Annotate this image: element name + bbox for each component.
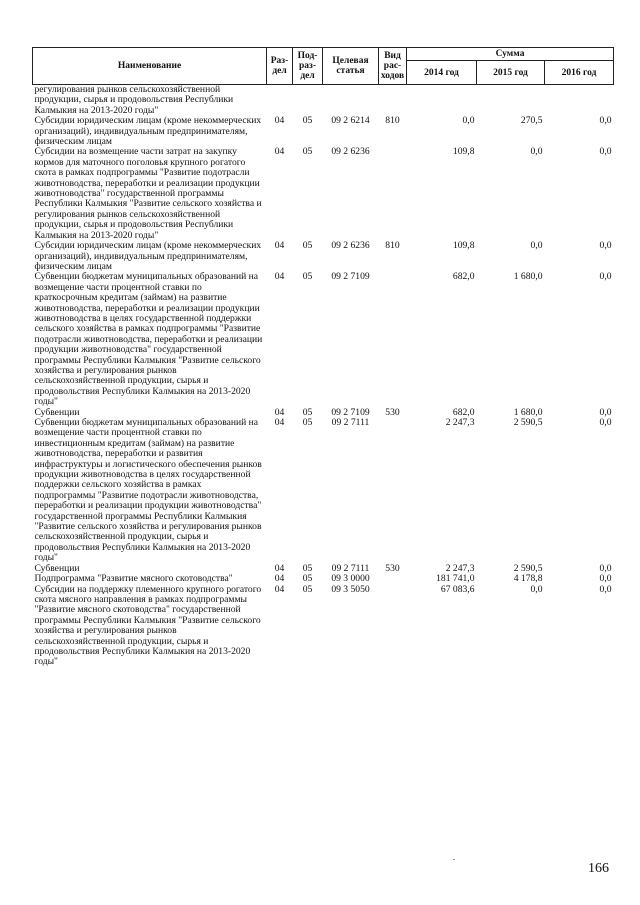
row-sum-2016: 0,0 — [599, 406, 612, 418]
row-podrazdel: 05 — [302, 562, 313, 574]
row-razdel: 04 — [274, 146, 285, 158]
row-sum-2015: 2 590,5 — [513, 562, 543, 574]
row-name: Субсидии юридическим лицам (кроме некоммерческих организаций), индивидуальным предпринимателям, физическим лицам — [34, 240, 262, 272]
row-razdel — [267, 85, 293, 117]
row-sum-2015: 1 680,0 — [513, 406, 543, 418]
header-2014: 2014 год — [407, 61, 477, 85]
row-target: 09 2 7109 — [331, 406, 370, 418]
row-name: Подпрограмма "Развитие мясного скотоводства" — [34, 573, 233, 585]
row-sum-2015: 0,0 — [530, 240, 543, 252]
row-vid: 810 — [385, 240, 400, 252]
table-row — [33, 585, 614, 668]
row-name: Субвенции бюджетам муниципальных образований на возмещение части процентной ставки по краткосрочным кредитам (займам) на развитие животноводства, переработки и реализации продукции животноводства в целях государственной поддержки сельского хозяйства в рамках подпрограммы "Развитие подотрасли животноводства, переработки и реализации продукции животноводства" государственной программы Республики Калмыкия "Развитие сельского хозяйства и регулирования рынков сельскохозяйственной продукции, сырья и продовольствия Республики Калмыкия на 2013-2020 годы" — [34, 271, 263, 408]
table-row — [33, 147, 614, 241]
row-sum-2016: 0,0 — [599, 115, 612, 127]
row-sum-2016: 0,0 — [599, 271, 612, 283]
row-target: 09 3 5050 — [331, 583, 370, 595]
row-target: 09 2 7111 — [331, 417, 370, 428]
row-razdel: 04 — [274, 417, 285, 428]
row-name: регулирования рынков сельскохозяйственной продукции, сырья и продовольствия Республики Калмыкия на 2013-2020 годы" — [34, 84, 234, 116]
row-sum-2016: 0,0 — [599, 573, 612, 585]
row-sum-2014: 0,0 — [462, 115, 475, 127]
row-razdel: 04 — [274, 583, 285, 595]
header-vid: Вид рас- ходов — [379, 48, 407, 85]
row-vid: 530 — [385, 406, 400, 418]
row-sum-2015: 1 680,0 — [513, 271, 543, 283]
row-sum-2016: 0,0 — [599, 240, 612, 252]
row-sum-2015: 0,0 — [530, 583, 543, 595]
row-name: Субвенции бюджетам муниципальных образований на возмещение части процентной ставки по инвестиционным кредитам (займам) на развитие животноводства, переработки и развития инфраструктуры и логистического обеспечения рынков продукции животноводства в целях государственной поддержки сельского хозяйства в рамках подпрограммы "Развитие подотрасли животноводства, переработки и реализации продукции животноводства" государственной программы Республики Калмыкия "Развитие сельского хозяйства и регулирования рынков сельскохозяйственной продукции, сырья и продовольствия Республики Калмыкия на 2013-2020 годы" — [34, 417, 262, 564]
row-sum-2015 — [477, 85, 545, 117]
row-target: 09 2 6236 — [331, 240, 370, 252]
row-sum-2016 — [545, 85, 614, 117]
row-vid — [379, 418, 407, 564]
row-target: 09 2 7111 — [331, 562, 370, 574]
row-razdel: 04 — [274, 562, 285, 574]
row-sum-2016: 0,0 — [599, 146, 612, 158]
table-row — [33, 272, 614, 407]
row-name: Субвенции — [34, 562, 80, 574]
row-sum-2014: 109,8 — [452, 240, 475, 252]
row-vid: 810 — [385, 115, 400, 127]
row-vid — [379, 85, 407, 117]
row-podrazdel: 05 — [302, 240, 313, 252]
budget-table — [32, 47, 614, 668]
row-podrazdel: 05 — [302, 417, 313, 428]
row-razdel: 04 — [274, 240, 285, 252]
row-target: 09 3 0000 — [331, 573, 370, 585]
row-sum-2015: 2 590,5 — [513, 417, 543, 428]
row-vid — [379, 574, 407, 584]
row-sum-2016: 0,0 — [599, 562, 612, 574]
header-name: Наименование — [33, 48, 267, 85]
header-2016: 2016 год — [545, 61, 614, 85]
table-header — [33, 48, 614, 85]
header-target: Целевая статья — [323, 48, 379, 85]
row-name: Субвенции — [34, 406, 80, 418]
row-vid: 530 — [385, 562, 400, 574]
row-sum-2014: 67 083,6 — [440, 583, 475, 595]
row-razdel: 04 — [274, 115, 285, 127]
row-sum-2015: 4 178,8 — [513, 573, 543, 585]
table-body — [33, 85, 614, 668]
row-target — [323, 85, 379, 117]
row-sum-2016: 0,0 — [599, 583, 612, 595]
row-target: 09 2 6236 — [331, 146, 370, 158]
table-row — [33, 85, 614, 117]
row-sum-2015: 270,5 — [520, 115, 543, 127]
row-razdel: 04 — [274, 271, 285, 283]
table-row — [33, 574, 614, 584]
row-sum-2014: 2 247,3 — [445, 562, 475, 574]
row-target: 09 2 7109 — [331, 271, 370, 283]
row-podrazdel — [293, 85, 323, 117]
row-razdel: 04 — [274, 406, 285, 418]
header-summa: Сумма — [407, 48, 614, 61]
scan-dot — [453, 859, 455, 860]
row-sum-2014: 682,0 — [452, 271, 475, 283]
row-vid — [379, 147, 407, 241]
header-razdel: Раз- дел — [267, 48, 293, 85]
row-podrazdel: 05 — [302, 146, 313, 158]
row-podrazdel: 05 — [302, 406, 313, 418]
table-row — [33, 116, 614, 147]
row-target: 09 2 6214 — [331, 115, 370, 127]
row-podrazdel: 05 — [302, 115, 313, 127]
row-podrazdel: 05 — [302, 583, 313, 595]
row-sum-2014: 109,8 — [452, 146, 475, 158]
row-vid — [379, 272, 407, 407]
table-row — [33, 418, 614, 564]
header-2015: 2015 год — [477, 61, 545, 85]
row-sum-2016: 0,0 — [599, 417, 612, 428]
row-name: Субсидии юридическим лицам (кроме некоммерческих организаций), индивидуальным предпринимателям, физическим лицам — [34, 115, 262, 148]
row-name: Субсидии на поддержку племенного крупного рогатого скота мясного направления в рамках подпрограммы "Развитие мясного скотоводства" государственной программы Республики Калмыкия "Развитие сельского хозяйства и регулирования рынков сельскохозяйственной продукции, сырья и продовольствия Республики Калмыкия на 2013-2020 годы" — [34, 583, 262, 668]
row-name: Субсидии на возмещение части затрат на закупку кормов для маточного поголовья крупного рогатого скота в рамках подпрограммы "Развитие подотрасли животноводства, переработки и реализации продукции животноводства" государственной программы Республики Калмыкия "Развитие сельского хозяйства и регулирования рынков сельскохозяйственной продукции, сырья и продовольствия Республики Калмыкия на 2013-2020 годы" — [34, 146, 262, 241]
table-row — [33, 241, 614, 272]
row-podrazdel: 05 — [302, 271, 313, 283]
row-sum-2014: 181 741,0 — [436, 573, 475, 585]
row-sum-2015: 0,0 — [530, 146, 543, 158]
header-podrazdel: Под- раз- дел — [293, 48, 323, 85]
row-sum-2014 — [407, 85, 477, 117]
row-vid — [379, 585, 407, 668]
row-podrazdel: 05 — [302, 573, 313, 585]
row-sum-2014: 2 247,3 — [445, 417, 475, 428]
page-number: 166 — [588, 861, 609, 876]
row-sum-2014: 682,0 — [452, 406, 475, 418]
row-razdel: 04 — [274, 573, 285, 585]
